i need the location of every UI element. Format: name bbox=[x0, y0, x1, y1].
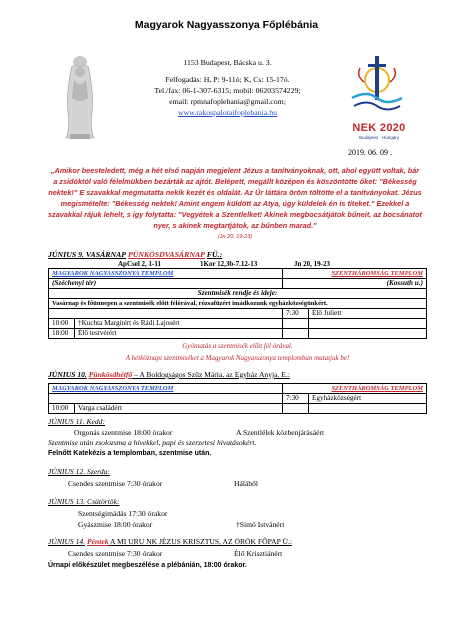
mass-time: 10:00 bbox=[49, 404, 75, 414]
friday-day: JÚNIUS 14. bbox=[48, 537, 86, 546]
mass-time: 18:00 bbox=[49, 329, 75, 339]
madonna-statue-logo bbox=[58, 52, 102, 140]
parish-title: Magyarok Nagyasszonya Főplébánia bbox=[134, 19, 319, 31]
nek-logo-text: NEK 2020 bbox=[352, 122, 406, 134]
friday-heading bbox=[48, 537, 428, 547]
church-right-location: (Kossuth u.) bbox=[283, 279, 427, 289]
tuesday-vespers: Szentmise után zsolozsma a hívekkel, papi és szerzetesi hivatásokért. bbox=[48, 438, 257, 447]
mass-intention: Élő testvérért bbox=[75, 329, 283, 339]
right-mass-time: 7:30 bbox=[283, 309, 309, 319]
monday-day: JÚNIUS 10. bbox=[48, 370, 87, 379]
mass-order-label: Szentmisék rendje és ideje: bbox=[49, 289, 427, 299]
reading-3: Jn 20, 19-23 bbox=[294, 260, 330, 268]
monday-feast-title: – A Boldogságos Szűz Mária, az Egyház Anyja. E.: bbox=[132, 370, 290, 379]
mass-intention: †Kuchta Margitért és Rádi Lajosért bbox=[75, 319, 283, 329]
phone-line: Tel./fax: 06-1-307-6315; mobil: 06203574229; bbox=[154, 86, 301, 95]
gospel-quote bbox=[48, 166, 422, 243]
sunday-heading bbox=[48, 250, 428, 259]
friday-weekday: Péntek bbox=[87, 537, 109, 546]
sunday-feast: PÜNKÖSDVASÁRNAP bbox=[127, 250, 205, 259]
rosary-info: Vasárnap és főünnepen a szentmisék előtt félórával, rózsafüzért imádkozunk egyházközségünkért. bbox=[49, 299, 427, 309]
weekday-mass-note: A hétköznapi szentmiséket a Magyarok Nagyasszonya templomban mutatjuk be! bbox=[125, 354, 350, 362]
church-left-name: MAGYAROK NAGYASSZONYA TEMPLOM bbox=[49, 269, 283, 279]
website-line bbox=[120, 107, 335, 118]
church-left-name: MAGYAROK NAGYASSZONYA TEMPLOM bbox=[49, 384, 283, 394]
thursday-heading: JÚNIUS 13. Csütörtök: bbox=[48, 497, 120, 506]
nek-2020-logo bbox=[342, 52, 412, 120]
friday-feast: A MI URU NK JÉZUS KRISZTUS, AZ ÖRÖK FŐPAP Ü.: bbox=[108, 537, 292, 546]
tuesday-mass: Orgonás szentmise 18:00 órakor bbox=[74, 428, 173, 437]
church-right-name: SZENTHÁROMSÁG TEMPLOM bbox=[283, 384, 427, 394]
thursday-intention: †Simó Istvánért bbox=[236, 520, 285, 529]
tuesday-catechesis: Felnőtt Katekézis a templomban, szentmise után. bbox=[48, 450, 212, 457]
right-mass-intention: Egyházközségért bbox=[309, 394, 427, 404]
friday-intention: Élő Krisztiánért bbox=[234, 549, 283, 558]
monday-feast: Pünkösdhétfő bbox=[88, 370, 133, 379]
mass-intention: Varga családért bbox=[75, 404, 283, 414]
tuesday-intention: A Szentlélek közbenjárásáért bbox=[236, 428, 325, 437]
confession-note: Gyóntatás a szentmisék előtt fél órával. bbox=[182, 342, 293, 350]
friday-mass: Csendes szentmise 7:30 órakor bbox=[68, 549, 163, 558]
sunday-suffix: FÜ.: bbox=[206, 250, 223, 259]
sunday-day: JÚNIUS 9. VASÁRNAP bbox=[48, 250, 127, 259]
corpus-christi-prep: Úrnapi előkészület megbeszélése a plébánián, 18:00 órakor. bbox=[48, 562, 247, 569]
reading-2: 1Kor 12,3b-7.12-13 bbox=[200, 260, 258, 268]
parish-address: 1153 Budapest, Bácska u. 3. bbox=[183, 58, 272, 67]
office-hours: Felfogadás: H, P: 9-11ó; K, Cs: 15-17ó. bbox=[165, 75, 290, 84]
right-mass-time: 7:30 bbox=[283, 394, 309, 404]
right-mass-intention: Élő Juliett bbox=[309, 309, 427, 319]
reading-1: ApCsel 2, 1-11 bbox=[118, 260, 161, 268]
thursday-adoration: Szentségimádás 17:30 órakor bbox=[78, 509, 168, 518]
email-line: email: rpmnafoplebania@gmail.com; bbox=[169, 97, 286, 106]
thursday-requiem: Gyászmise 18:00 órakor bbox=[78, 520, 153, 529]
gospel-reference: (Jn 20, 19-23) bbox=[217, 234, 253, 241]
wednesday-heading: JÚNIUS 12. Szerda: bbox=[48, 467, 110, 476]
nek-logo-subtext: Budapest · Hungary bbox=[358, 135, 400, 140]
wednesday-mass: Csendes szentmise 7:30 órakor bbox=[68, 479, 163, 488]
bulletin-date: 2019. 06. 09 . bbox=[348, 148, 392, 157]
tuesday-heading: JÚNIUS 11. Kedd: bbox=[48, 417, 106, 426]
church-right-name: SZENTHÁROMSÁG TEMPLOM bbox=[283, 269, 427, 279]
wednesday-intention: Háláből bbox=[234, 479, 259, 488]
gospel-text: „Amikor beesteledett, még a hét első napján megjelent Jézus a tanítványoknak, ott, ahol együtt voltak, bár a zsidóktól való félelmükben bezárták az ajtót. Belépett, megállt középen és köszöntötte őket: "Békesség nektek!" E szavakkal megmutatta nekik kezét és oldalát. Az Úr láttára öröm töltötte el a tanítványokat. Jézus megismételte: "Békesség nektek! Amint engem küldött az Atya, úgy küldelek én is titeket." Ezekkel a szavakkal rájuk lehelt, s így folytatta: "Vegyétek a Szentlelket! Akinek megbocsátjátok bűneit, az bocsánatot nyer, s akinek megtartjátok, az bűnben marad." bbox=[48, 166, 422, 230]
monday-schedule-table bbox=[48, 383, 427, 414]
website-link[interactable]: www.rakospalotaifoplebania.hu bbox=[177, 108, 278, 117]
monday-heading bbox=[48, 370, 428, 380]
church-left-location: (Széchenyi tér) bbox=[49, 279, 283, 289]
sunday-schedule-table bbox=[48, 268, 427, 339]
mass-time: 10:00 bbox=[49, 319, 75, 329]
